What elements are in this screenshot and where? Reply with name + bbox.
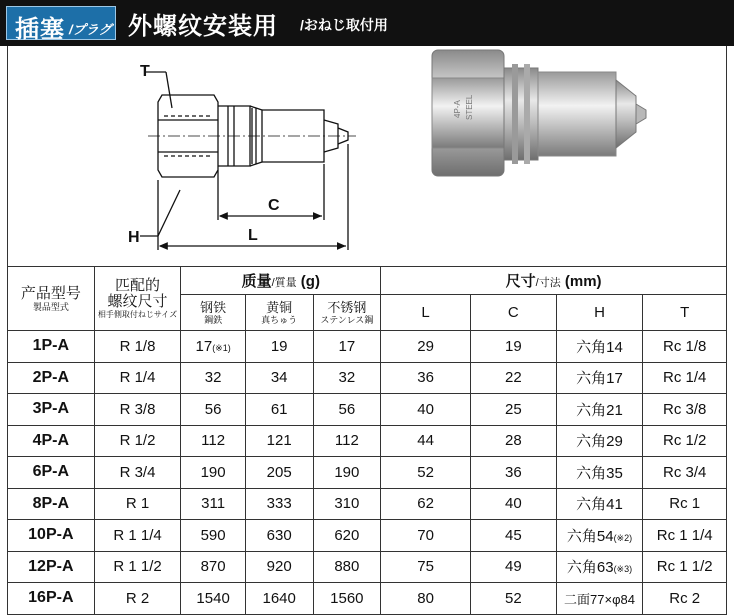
- cell-model: [8, 425, 95, 457]
- col-header-mass: [181, 267, 381, 295]
- cell-steel: [181, 551, 245, 583]
- table-row: [8, 488, 727, 520]
- cell-steel: [181, 394, 245, 426]
- table-row: [8, 583, 727, 615]
- cell-c: [471, 362, 557, 394]
- cell-thread: [94, 362, 181, 394]
- cell-c-value: 40: [505, 495, 522, 513]
- col-header-brass: [245, 295, 313, 331]
- cell-steel-value: 190: [200, 463, 226, 481]
- cell-l-value: 29: [417, 337, 434, 355]
- cell-thread: [94, 425, 181, 457]
- cell-t: [643, 520, 727, 552]
- cell-brass-value: 920: [266, 558, 292, 576]
- drawing-label-t: T: [140, 63, 150, 80]
- cell-thread: [94, 583, 181, 615]
- cell-h-value: 六角54: [566, 527, 614, 545]
- cell-t-value: Rc 1 1/4: [656, 526, 713, 544]
- table-row: [8, 425, 727, 457]
- cell-h-value: 六角29: [576, 433, 623, 451]
- col-header-steel: [181, 295, 245, 331]
- cell-t: [643, 362, 727, 394]
- cell-thread-value: R 3/8: [119, 400, 156, 418]
- cell-h-note: (※2): [613, 532, 633, 543]
- cell-brass-value: 34: [270, 369, 288, 387]
- col-header-steel-jp: 鋼鉄: [204, 314, 223, 325]
- cell-t: [643, 551, 727, 583]
- col-header-thread-jp: 相手側取付ねじサイズ: [97, 309, 178, 319]
- cell-model: [8, 520, 95, 552]
- cell-h: [556, 425, 643, 457]
- cell-stainless: [313, 551, 381, 583]
- product-photo: [428, 48, 650, 180]
- cell-model: [8, 457, 95, 489]
- cell-t: [643, 331, 727, 363]
- cell-steel-value: 1540: [196, 589, 230, 607]
- cell-steel-value: 112: [201, 432, 226, 450]
- cell-steel: [181, 362, 245, 394]
- cell-t-value: Rc 3/8: [662, 400, 707, 418]
- cell-steel-value: 311: [201, 495, 226, 513]
- cell-c: [471, 551, 557, 583]
- cell-steel: [181, 520, 245, 552]
- drawing-label-l: L: [248, 227, 258, 244]
- cell-h: [556, 331, 643, 363]
- cell-l: [381, 394, 471, 426]
- cell-h: [556, 551, 643, 583]
- cell-brass: [245, 457, 313, 489]
- cell-stainless: [313, 394, 381, 426]
- cell-c: [471, 520, 557, 552]
- cell-thread: [94, 551, 181, 583]
- cell-l-value: 75: [417, 558, 434, 576]
- cell-model-value: 3P-A: [32, 400, 70, 418]
- cell-c: [471, 488, 557, 520]
- cell-steel-value: 870: [200, 558, 226, 576]
- cell-h: [556, 583, 643, 615]
- cell-thread-value: R 1/4: [119, 369, 156, 387]
- cell-t-value: Rc 2: [669, 589, 701, 607]
- cell-stainless-value: 112: [334, 432, 359, 450]
- cell-h: [556, 520, 643, 552]
- cell-brass: [245, 488, 313, 520]
- cell-t-value: Rc 1: [669, 495, 701, 513]
- cell-stainless-value: 190: [334, 463, 360, 481]
- cell-l-value: 70: [417, 526, 434, 544]
- table-row: [8, 520, 727, 552]
- col-header-brass-label: 黄铜: [266, 299, 293, 315]
- col-header-model-label: 产品型号: [20, 285, 81, 302]
- cell-stainless: [313, 362, 381, 394]
- cell-h-value: 六角63: [566, 559, 614, 577]
- cell-steel-value: 590: [200, 526, 226, 544]
- col-header-model: [8, 267, 95, 331]
- col-header-thread: [94, 267, 181, 331]
- col-header-t: T: [643, 295, 727, 331]
- cell-thread-value: R 1 1/4: [113, 526, 162, 544]
- cell-stainless: [313, 331, 381, 363]
- cell-thread-value: R 2: [125, 589, 150, 607]
- cell-stainless-value: 56: [338, 400, 356, 418]
- cell-c-value: 52: [505, 589, 522, 607]
- cell-t: [643, 394, 727, 426]
- cell-brass: [245, 583, 313, 615]
- cell-model-value: 4P-A: [32, 431, 70, 449]
- cell-l-value: 62: [417, 495, 434, 513]
- cell-thread: [94, 394, 181, 426]
- cell-stainless: [313, 520, 381, 552]
- table-row: [8, 362, 727, 394]
- cell-l: [381, 520, 471, 552]
- title-banner: [0, 0, 734, 46]
- spec-table: [7, 266, 727, 615]
- col-header-h: H: [556, 295, 643, 331]
- cell-t-value: Rc 1/4: [662, 369, 707, 387]
- dimension-drawing: [100, 50, 400, 250]
- cell-c-value: 49: [505, 558, 522, 576]
- col-header-stainless: [313, 295, 381, 331]
- cell-thread-value: R 1: [125, 495, 150, 513]
- cell-steel: [181, 331, 245, 363]
- col-header-size-label: 尺寸: [505, 273, 536, 290]
- cell-stainless: [313, 488, 381, 520]
- col-header-model-jp: 製品型式: [32, 302, 69, 312]
- cell-brass: [245, 551, 313, 583]
- page-title-sub: /おねじ取付用: [300, 17, 388, 33]
- cell-h-value: 六角41: [576, 496, 623, 514]
- cell-stainless-value: 620: [334, 526, 360, 544]
- category-tag-main: 插塞: [15, 16, 65, 43]
- drawing-label-h: H: [128, 229, 140, 246]
- cell-l: [381, 457, 471, 489]
- engraving-material: STEEL: [465, 94, 474, 120]
- cell-thread: [94, 457, 181, 489]
- cell-c-value: 22: [505, 369, 522, 387]
- cell-model: [8, 331, 95, 363]
- cell-c-value: 45: [505, 526, 522, 544]
- cell-brass-value: 333: [266, 495, 292, 513]
- cell-thread-value: R 1 1/2: [113, 558, 162, 576]
- cell-c-value: 19: [505, 337, 522, 355]
- cell-steel: [181, 488, 245, 520]
- engraving-model: 4P-A: [453, 100, 462, 118]
- cell-c-value: 36: [505, 463, 522, 481]
- cell-brass-value: 121: [266, 432, 292, 450]
- cell-brass: [245, 520, 313, 552]
- cell-thread-value: R 3/4: [119, 463, 156, 481]
- cell-model: [8, 488, 95, 520]
- cell-stainless-value: 310: [334, 495, 360, 513]
- cell-model-value: 8P-A: [32, 494, 70, 512]
- cell-h: [556, 362, 643, 394]
- col-header-thread-line2: 螺纹尺寸: [107, 292, 168, 310]
- cell-stainless: [313, 457, 381, 489]
- cell-thread: [94, 331, 181, 363]
- cell-steel-note: (※1): [212, 342, 231, 353]
- cell-stainless-value: 1560: [330, 589, 364, 607]
- cell-steel-value: 32: [204, 369, 222, 387]
- col-header-size-unit: (mm): [560, 273, 602, 290]
- cell-stainless: [313, 583, 381, 615]
- cell-c: [471, 394, 557, 426]
- cell-stainless-value: 17: [338, 337, 356, 355]
- col-header-mass-unit: (g): [296, 273, 320, 290]
- cell-l-value: 36: [417, 369, 434, 387]
- col-header-l: L: [381, 295, 471, 331]
- cell-thread-value: R 1/8: [119, 337, 156, 355]
- cell-c: [471, 331, 557, 363]
- cell-h-value: 六角14: [576, 338, 623, 356]
- cell-h-note: (※3): [613, 564, 633, 575]
- cell-t: [643, 425, 727, 457]
- drawing-label-c: C: [268, 197, 280, 214]
- cell-l: [381, 551, 471, 583]
- cell-h-value: 六角21: [576, 401, 623, 419]
- cell-h: [556, 488, 643, 520]
- cell-model: [8, 362, 95, 394]
- table-row: [8, 394, 727, 426]
- cell-c: [471, 457, 557, 489]
- cell-thread: [94, 520, 181, 552]
- col-header-size: [381, 267, 727, 295]
- cell-l: [381, 583, 471, 615]
- cell-brass-value: 205: [266, 463, 292, 481]
- cell-brass: [245, 394, 313, 426]
- cell-steel: [181, 425, 245, 457]
- col-header-steel-label: 钢铁: [200, 299, 227, 315]
- cell-t: [643, 583, 727, 615]
- cell-l: [381, 488, 471, 520]
- cell-steel: [181, 583, 245, 615]
- cell-c: [471, 425, 557, 457]
- cell-brass-value: 61: [270, 400, 288, 418]
- cell-l-value: 44: [417, 432, 434, 450]
- cell-l-value: 52: [417, 463, 434, 481]
- cell-l-value: 40: [417, 400, 434, 418]
- cell-h: [556, 457, 643, 489]
- cell-t: [643, 488, 727, 520]
- col-header-c: C: [471, 295, 557, 331]
- cell-h-value: 二面77×φ84: [564, 591, 635, 607]
- table-row: [8, 457, 727, 489]
- cell-t-value: Rc 1 1/2: [656, 558, 713, 576]
- page-title: 外螺纹安装用: [128, 13, 278, 40]
- cell-brass-value: 19: [270, 337, 288, 355]
- col-header-stainless-label: 不锈钢: [327, 299, 367, 315]
- cell-model: [8, 583, 95, 615]
- cell-t-value: Rc 1/8: [662, 337, 707, 355]
- cell-model-value: 16P-A: [28, 589, 74, 607]
- cell-h-value: 六角35: [576, 464, 623, 482]
- cell-l: [381, 362, 471, 394]
- cell-brass: [245, 331, 313, 363]
- cell-model-value: 2P-A: [32, 368, 70, 386]
- cell-brass: [245, 425, 313, 457]
- cell-model: [8, 551, 95, 583]
- table-row: [8, 551, 727, 583]
- col-header-mass-label: 质量: [241, 273, 272, 290]
- col-header-size-jp: /寸法: [535, 277, 561, 289]
- cell-c: [471, 583, 557, 615]
- cell-model-value: 10P-A: [28, 526, 74, 544]
- cell-steel: [181, 457, 245, 489]
- cell-t-value: Rc 3/4: [662, 463, 707, 481]
- cell-l: [381, 425, 471, 457]
- cell-steel-value: 17: [195, 337, 213, 355]
- cell-brass: [245, 362, 313, 394]
- cell-stainless: [313, 425, 381, 457]
- category-tag-sub: /プラグ: [69, 22, 112, 37]
- cell-c-value: 25: [505, 400, 522, 418]
- cell-c-value: 28: [505, 432, 522, 450]
- cell-model-value: 6P-A: [32, 463, 70, 481]
- category-tag: [6, 6, 116, 43]
- cell-brass-value: 1640: [262, 589, 296, 607]
- cell-h: [556, 394, 643, 426]
- cell-model: [8, 394, 95, 426]
- cell-thread-value: R 1/2: [119, 432, 156, 450]
- col-header-brass-jp: 真ちゅう: [261, 314, 298, 325]
- table-row: [8, 331, 727, 363]
- cell-l-value: 80: [417, 589, 434, 607]
- col-header-thread-line1: 匹配的: [115, 276, 161, 294]
- cell-h-value: 六角17: [576, 370, 623, 388]
- cell-steel-value: 56: [204, 400, 222, 418]
- cell-stainless-value: 880: [334, 558, 360, 576]
- cell-model-value: 1P-A: [32, 337, 70, 355]
- cell-thread: [94, 488, 181, 520]
- cell-stainless-value: 32: [338, 369, 356, 387]
- cell-brass-value: 630: [266, 526, 292, 544]
- cell-t: [643, 457, 727, 489]
- cell-t-value: Rc 1/2: [662, 432, 707, 450]
- cell-l: [381, 331, 471, 363]
- col-header-stainless-jp: ステンレス鋼: [320, 314, 374, 325]
- col-header-mass-jp: /質量: [271, 277, 297, 289]
- cell-model-value: 12P-A: [28, 557, 74, 575]
